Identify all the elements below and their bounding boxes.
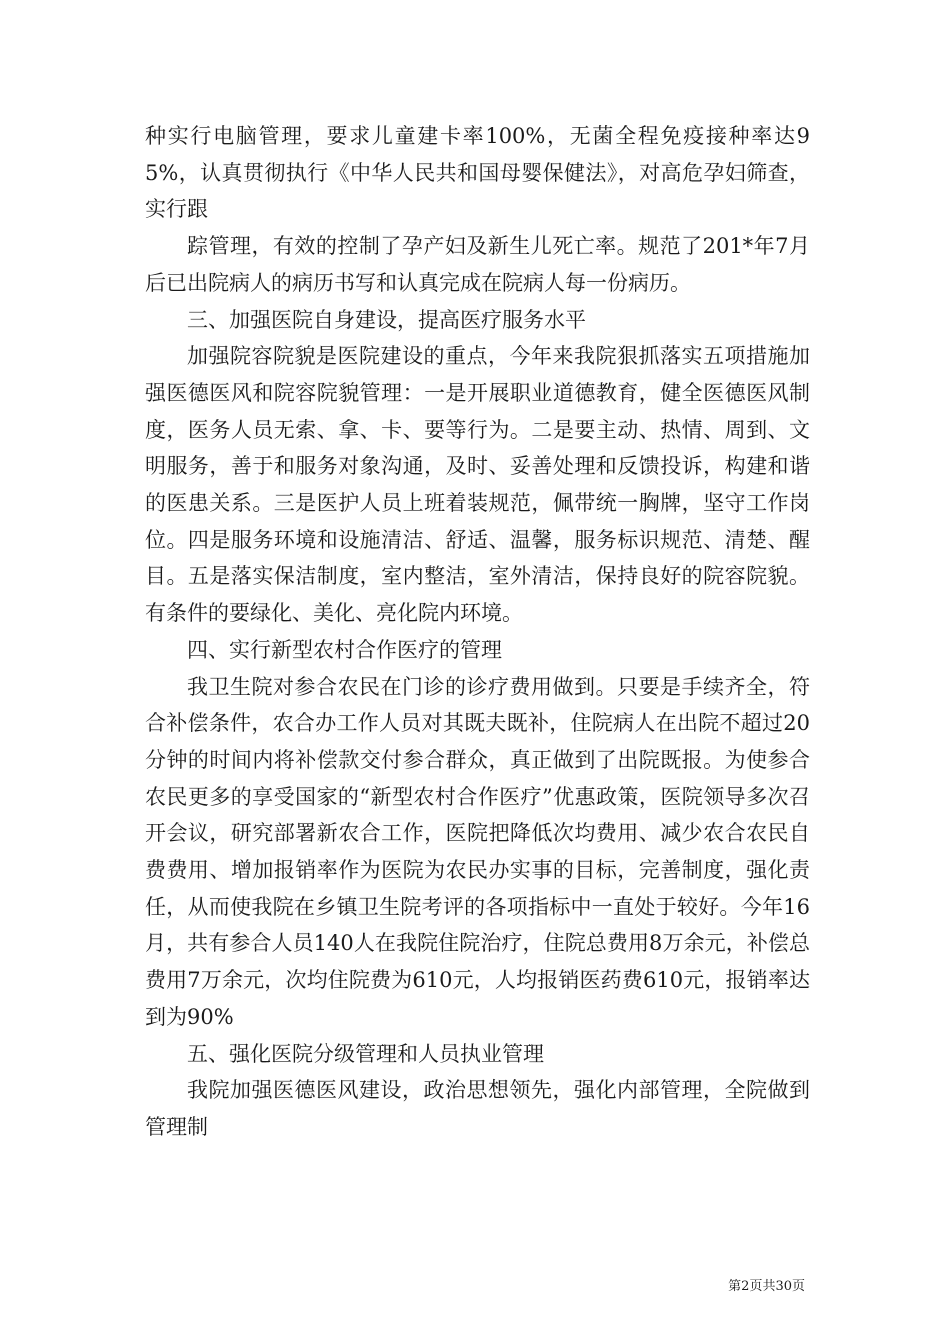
paragraph-2: 踪管理，有效的控制了孕产妇及新生儿死亡率。规范了201*年7月后已出院病人的病历书写和认真完成在院病人每一份病历。 [145, 234, 810, 295]
paragraph-1: 种实行电脑管理，要求儿童建卡率100%，无菌全程免疫接种率达95%，认真贯彻执行《中华人民共和国母婴保健法》，对高危孕妇筛查，实行跟 [145, 124, 810, 222]
page-number-footer: 第2页共30页 [728, 1279, 805, 1294]
paragraph-3: 加强院容院貌是医院建设的重点，今年来我院狠抓落实五项措施加强医德医风和院容院貌管理：一是开展职业道德教育，健全医德医风制度，医务人员无索、拿、卡、要等行为。二是要主动、热情、周到、文明服务，善于和服务对象沟通，及时、妥善处理和反馈投诉，构建和谐的医患关系。三是医护人员上班着装规范，佩带统一胸牌，坚守工作岗位。四是服务环境和设施清洁、舒适、温馨，服务标识规范、清楚、醒目。五是落实保洁制度，室内整洁，室外清洁，保持良好的院容院貌。有条件的要绿化、美化、亮化院内环境。 [145, 344, 810, 626]
section-heading-3: 三、加强医院自身建设，提高医疗服务水平 [187, 307, 586, 332]
section-heading-4: 四、实行新型农村合作医疗的管理 [187, 637, 502, 662]
paragraph-4: 我卫生院对参合农民在门诊的诊疗费用做到。只要是手续齐全，符合补偿条件，农合办工作人员对其既夫既补，住院病人在出院不超过20分钟的时间内将补偿款交付参合群众，真正做到了出院既报。为使参合农民更多的享受国家的“新型农村合作医疗”优惠政策，医院领导多次召开会议，研究部署新农合工作，医院把降低次均费用、减少农合农民自费费用、增加报销率作为医院为农民办实事的目标，完善制度，强化责任，从而使我院在乡镇卫生院考评的各项指标中一直处于较好。今年16月，共有参合人员140人在我院住院治疗，住院总费用8万余元，补偿总费用7万余元，次均住院费为610元，人均报销医药费610元，报销率达到为90% [145, 674, 810, 1029]
paragraph-5: 我院加强医德医风建设，政治思想领先，强化内部管理，全院做到管理制 [145, 1078, 810, 1139]
section-heading-5: 五、强化医院分级管理和人员执业管理 [187, 1041, 544, 1066]
document-body [145, 118, 810, 1146]
